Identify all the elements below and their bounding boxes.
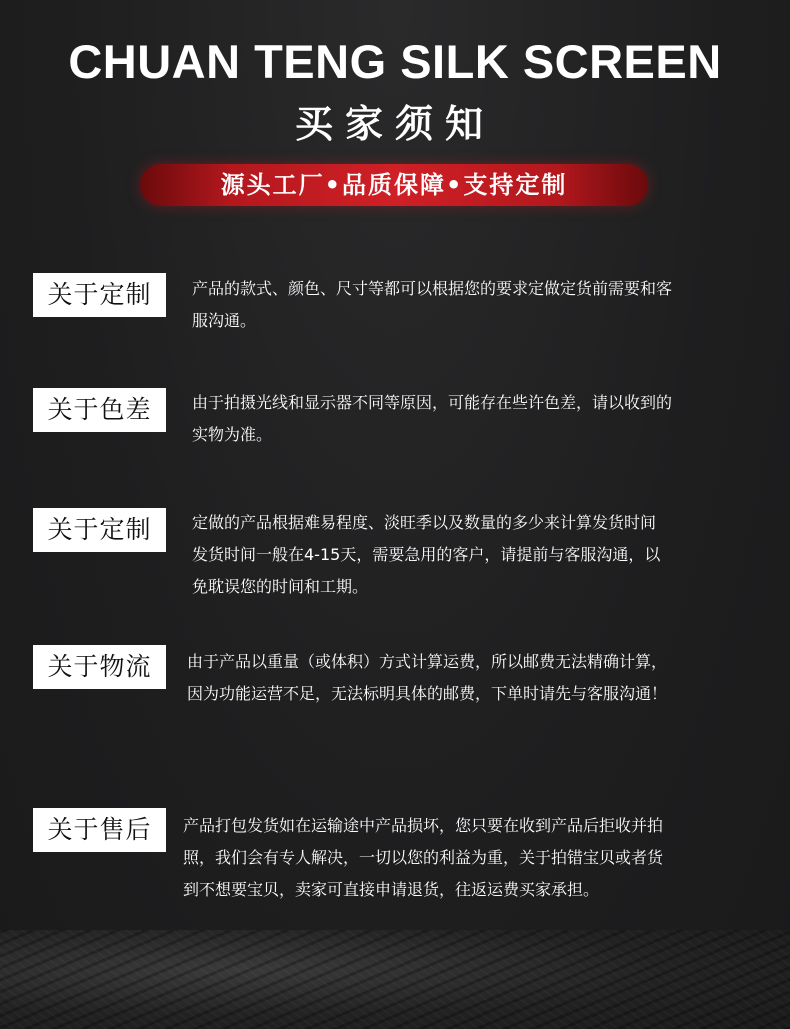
brand-title: CHUAN TENG SILK SCREEN (68, 35, 722, 88)
desc-line: 服沟通。 (192, 311, 257, 330)
desc-line: 由于产品以重量（或体积）方式计算运费，所以邮费无法精确计算， (187, 652, 668, 671)
desc-line: 产品打包发货如在运输途中产品损坏，您只要在收到产品后拒收并拍 (183, 816, 664, 835)
desc-line: 由于拍摄光线和显示器不同等原因，可能存在些许色差，请以收到的 (192, 393, 673, 412)
section-label-customization: 关于定制 (33, 273, 166, 317)
section-desc-logistics (187, 646, 667, 710)
section-label-after-sales: 关于售后 (33, 808, 166, 852)
section-desc-after-sales (183, 810, 663, 906)
desc-line: 到不想要宝贝，卖家可直接申请退货，往返运费买家承担。 (183, 880, 600, 899)
section-desc-customization (192, 273, 672, 337)
desc-line: 定做的产品根据难易程度、淡旺季以及数量的多少来计算发货时间 (192, 513, 657, 532)
section-label-logistics: 关于物流 (33, 645, 166, 689)
desc-line: 免耽误您的时间和工期。 (192, 577, 369, 596)
desc-line: 实物为准。 (192, 425, 273, 444)
desc-line: 因为功能运营不足，无法标明具体的邮费，下单时请先与客服沟通！ (187, 684, 668, 703)
desc-line: 产品的款式、颜色、尺寸等都可以根据您的要求定做定货前需要和客 (192, 279, 673, 298)
section-label-color-difference: 关于色差 (33, 388, 166, 432)
desc-line: 发货时间一般在4-15天，需要急用的客户，请提前与客服沟通，以 (192, 545, 661, 564)
footer-texture (0, 930, 790, 1029)
section-label-custom-delivery: 关于定制 (33, 508, 166, 552)
section-desc-color-difference (192, 387, 672, 451)
section-desc-custom-delivery (192, 507, 660, 603)
desc-line: 照，我们会有专人解决，一切以您的利益为重，关于拍错宝贝或者货 (183, 848, 664, 867)
slogan-banner: 源头工厂•品质保障•支持定制 (140, 164, 648, 206)
page-subtitle: 买家须知 (294, 102, 495, 146)
